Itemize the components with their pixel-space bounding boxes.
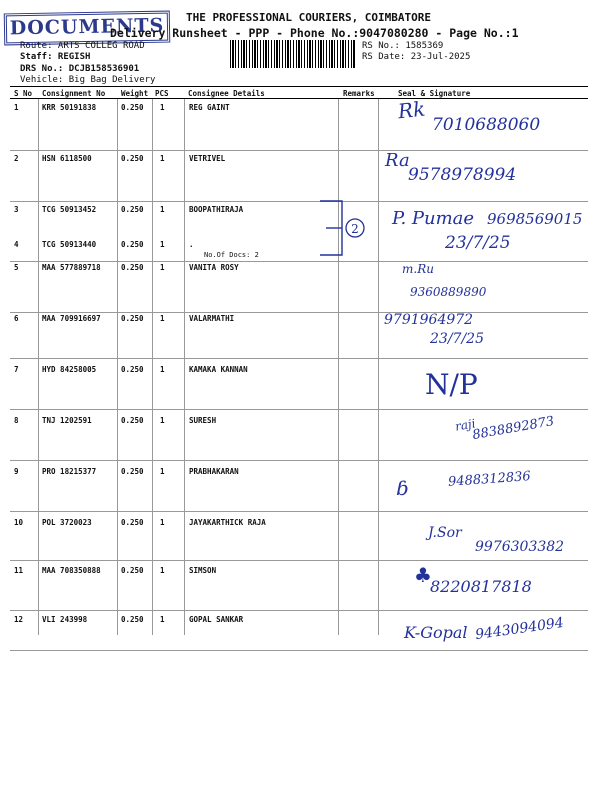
- row-consignee: GOPAL SANKAR: [189, 615, 244, 624]
- rs-date: RS Date: 23-Jul-2025: [362, 52, 471, 62]
- handwritten-phone-2: 9578978994: [408, 165, 517, 185]
- row-consignee: VETRIVEL: [189, 154, 226, 163]
- col-header-pcs: PCS: [155, 89, 169, 98]
- row-pcs: 1: [160, 103, 165, 112]
- row-sno: 6: [14, 314, 19, 323]
- drs-number: DRS No.: DCJB158536901: [20, 64, 140, 74]
- row-consignment-no: HYD 84258005: [42, 365, 97, 374]
- row-pcs: 1: [160, 518, 165, 527]
- row-consignment-no: MAA 709916697: [42, 314, 101, 323]
- col-header-weight: Weight: [121, 89, 149, 98]
- col-divider: [378, 99, 379, 635]
- handwritten-phone-11: 8220817818: [430, 577, 532, 596]
- row-pcs: 1: [160, 263, 165, 272]
- row-consignee: SURESH: [189, 416, 217, 425]
- handwritten-phone-10: 9976303382: [475, 539, 565, 555]
- col-divider: [184, 99, 185, 635]
- row-weight: 0.250: [121, 103, 144, 112]
- row-consignment-no: HSN 6118500: [42, 154, 92, 163]
- row-divider: [10, 409, 588, 410]
- handwritten-phone-3: 9698569015: [487, 210, 583, 228]
- row-consignment-no: MAA 577889718: [42, 263, 101, 272]
- row-sno: 3: [14, 205, 19, 214]
- row-divider: [10, 650, 588, 651]
- runsheet-title: Delivery Runsheet - PPP - Phone No.:9047080280 - Page No.:1: [110, 26, 519, 40]
- row-divider: [10, 261, 588, 262]
- row-consignee: SIMSON: [189, 566, 217, 575]
- row-consignee: KAMAKA KANNAN: [189, 365, 248, 374]
- row-divider: [10, 201, 588, 202]
- row-consignee: BOOPATHIRAJA: [189, 205, 244, 214]
- signature-scribble-9: ɓ: [396, 476, 409, 500]
- row-consignment-no: TCG 50913452: [42, 205, 97, 214]
- row-consignment-no: MAA 708350888: [42, 566, 101, 575]
- row-consignee: REG GAINT: [189, 103, 230, 112]
- header-top-rule: [10, 86, 588, 87]
- handwritten-phone-1: 7010688060: [432, 115, 541, 135]
- col-divider: [152, 99, 153, 635]
- documents-stamp: DOCUMENTS: [4, 11, 171, 46]
- signature-scribble-8: raji: [453, 416, 477, 434]
- row-consignee: VANITA ROSY: [189, 263, 239, 272]
- row-divider: [10, 511, 588, 512]
- header-bottom-rule: [10, 98, 588, 99]
- row-sno: 12: [14, 615, 24, 624]
- col-header-signature: Seal & Signature: [398, 89, 471, 98]
- bracket-mark: [318, 197, 378, 261]
- row-divider: [10, 610, 588, 611]
- row-pcs: 1: [160, 240, 165, 249]
- handwritten-phone-9: 9488312836: [447, 469, 532, 490]
- row-consignment-no: VLI 243998: [42, 615, 88, 624]
- row-sno: 5: [14, 263, 19, 272]
- handwritten-phone-6: 9791964972: [384, 312, 474, 328]
- signature-scribble-1: Rk: [396, 96, 427, 124]
- row-weight: 0.250: [121, 240, 144, 249]
- row-weight: 0.250: [121, 518, 144, 527]
- row-sno: 9: [14, 467, 19, 476]
- row-pcs: 1: [160, 467, 165, 476]
- row-sno: 10: [14, 518, 24, 527]
- row-consignment-no: PRO 18215377: [42, 467, 97, 476]
- signature-scribble-12: K-Gopal: [404, 623, 468, 642]
- row-pcs: 1: [160, 205, 165, 214]
- col-header-remarks: Remarks: [343, 89, 375, 98]
- row-weight: 0.250: [121, 263, 144, 272]
- row-sno: 8: [14, 416, 19, 425]
- row-sno: 4: [14, 240, 19, 249]
- row-pcs: 1: [160, 314, 165, 323]
- col-divider: [38, 99, 39, 635]
- row-weight: 0.250: [121, 566, 144, 575]
- signature-scribble-2: Ra: [385, 150, 410, 171]
- row-consignee: JAYAKARTHICK RAJA: [189, 518, 266, 527]
- row-weight: 0.250: [121, 365, 144, 374]
- company-name: THE PROFESSIONAL COURIERS, COIMBATORE: [186, 11, 432, 24]
- row-divider: [10, 358, 588, 359]
- route-label: Route: ARTS COLLEG ROAD: [20, 41, 145, 51]
- row-sno: 11: [14, 566, 24, 575]
- row-divider: [10, 460, 588, 461]
- no-of-docs: No.Of Docs: 2: [204, 251, 259, 259]
- signature-scribble-5: m.Ru: [402, 262, 434, 276]
- row-pcs: 1: [160, 615, 165, 624]
- row-pcs: 1: [160, 154, 165, 163]
- row-consignee: VALARMATHI: [189, 314, 235, 323]
- row-consignment-no: TNJ 1202591: [42, 416, 92, 425]
- col-header-consignment: Consignment No: [42, 89, 106, 98]
- handwritten-np: N/P: [425, 368, 478, 401]
- row-weight: 0.250: [121, 615, 144, 624]
- row-divider: [10, 312, 588, 313]
- row-consignment-no: TCG 50913440: [42, 240, 97, 249]
- bracket-mark-number: 2: [351, 222, 359, 236]
- row-weight: 0.250: [121, 314, 144, 323]
- row-consignment-no: POL 3720023: [42, 518, 92, 527]
- row-sno: 7: [14, 365, 19, 374]
- row-weight: 0.250: [121, 467, 144, 476]
- handwritten-date-6: 23/7/25: [430, 331, 484, 347]
- col-divider: [338, 99, 339, 635]
- handwritten-phone-12: 9443094094: [474, 614, 565, 644]
- row-divider: [10, 560, 588, 561]
- signature-scribble-11: ♣: [414, 563, 432, 587]
- row-consignee: .: [189, 240, 194, 249]
- vehicle-label: Vehicle: Big Bag Delivery: [20, 75, 156, 85]
- handwritten-phone-5: 9360889890: [410, 285, 487, 299]
- row-sno: 1: [14, 103, 19, 112]
- rs-number: RS No.: 1585369: [362, 41, 444, 51]
- row-consignment-no: KRR 50191838: [42, 103, 97, 112]
- handwritten-date-3: 23/7/25: [445, 233, 511, 253]
- row-consignee: PRABHAKARAN: [189, 467, 239, 476]
- barcode: [230, 40, 356, 68]
- staff-label: Staff: REGISH: [20, 52, 91, 62]
- row-pcs: 1: [160, 365, 165, 374]
- col-divider: [117, 99, 118, 635]
- row-weight: 0.250: [121, 205, 144, 214]
- handwritten-phone-8: 8838892873: [471, 413, 556, 444]
- col-header-sno: S No: [14, 89, 33, 98]
- row-weight: 0.250: [121, 416, 144, 425]
- row-divider: [10, 150, 588, 151]
- row-pcs: 1: [160, 566, 165, 575]
- row-weight: 0.250: [121, 154, 144, 163]
- col-header-consignee: Consignee Details: [188, 89, 265, 98]
- row-sno: 2: [14, 154, 19, 163]
- signature-scribble-3: P. Pumae: [392, 208, 475, 229]
- signature-scribble-10: J.Sor: [428, 525, 462, 541]
- row-pcs: 1: [160, 416, 165, 425]
